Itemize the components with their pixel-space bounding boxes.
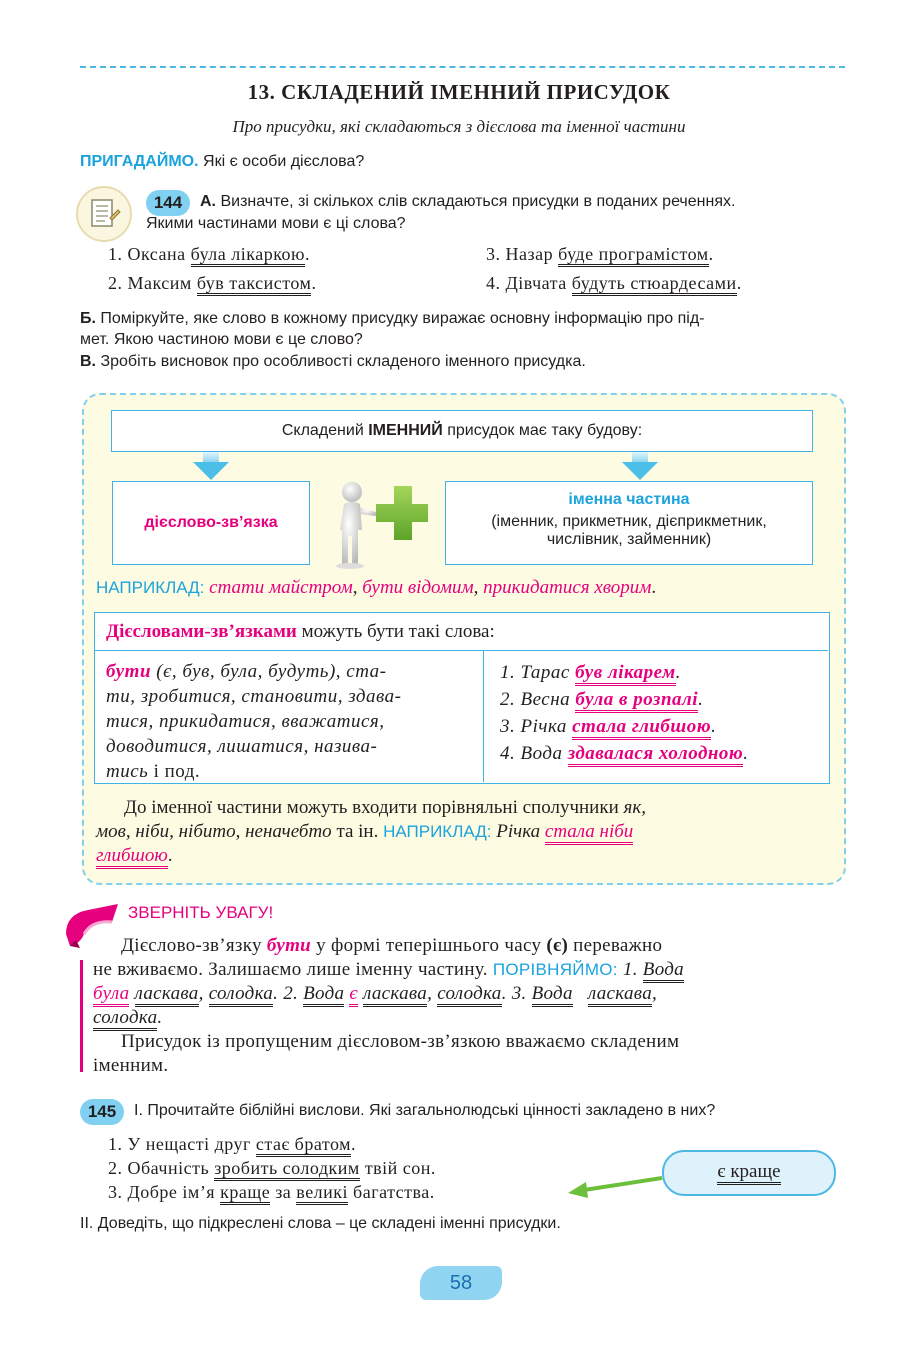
- green-arrow-icon: [566, 1170, 666, 1202]
- remember-text: Які є особи дієслова?: [203, 153, 365, 170]
- list-item: 1. Тарас був лікарем.: [500, 659, 749, 686]
- top-dashed-rule: [80, 66, 845, 68]
- callout-cloud: [662, 1150, 836, 1196]
- nominal-part-box: [445, 481, 813, 565]
- attention-bar: [80, 960, 83, 1072]
- list-item: 1. У нещасті друг стає братом.: [108, 1132, 436, 1156]
- remember-line: [80, 153, 364, 171]
- structure-header: Складений ІМЕННИЙ присудок має таку будову:: [111, 410, 813, 452]
- list-item: 4. Вода здавалася холодною.: [500, 740, 749, 767]
- linking-verbs-list: бути (є, був, була, будуть), ста- ти, зробитися, становити, здава- тися, прикидатися, вважатися, доводитися, лишатися, назива- тись і под.: [106, 661, 402, 782]
- exercise-145-number: 145: [80, 1099, 124, 1125]
- predicate: була лікаркою: [191, 244, 305, 267]
- attention-paragraph: Дієслово-зв’язку бути у формі теперішнього часу (є) переважно не вживаємо. Залишаємо лише іменну частину. ПОРІВНЯЙМО: 1. Вода була ласкава, солодка. 2. Вода є ласкава, солодка. 3. Вода ласкава, солодка. Присудок із пропущеним дієсловом-зв’язкою вважаємо складеним іменним.: [93, 935, 684, 1076]
- rule-examples: НАПРИКЛАД: стати майстром, бути відомим, прикидатися хворим.: [96, 577, 657, 598]
- nominal-part-text-1: (іменник, прикметник, дієприкметник,: [491, 513, 767, 530]
- exercise-144-task-a: [200, 193, 735, 211]
- list-item: 3. Назар буде програмістом.: [486, 244, 714, 265]
- nominal-part-text-2: числівник, займенник): [546, 531, 712, 548]
- list-item: 1. Оксана була лікаркою.: [108, 244, 310, 265]
- exercise-144-task-b-cont: мет. Якою частиною мови є це слово?: [80, 331, 363, 348]
- comparison-paragraph: До іменної частини можуть входити порівняльні сполучники як, мов, ніби, нібито, неначебто та ін. НАПРИКЛАД: Річка стала ніби глибшою.: [96, 796, 831, 868]
- remember-label: ПРИГАДАЙМО.: [80, 153, 199, 170]
- linking-verb-box: дієслово-зв’язка: [112, 481, 310, 565]
- linking-verbs-title: Дієсловами-зв’язками можуть бути такі слова:: [106, 621, 495, 642]
- callout-text: є краще: [717, 1161, 780, 1185]
- arrow-down-icon: [622, 462, 658, 480]
- list-item: 2. Обачність зробить солодким твій сон.: [108, 1156, 436, 1180]
- exercise-144-task-v: В. Зробіть висновок про особливості складеного іменного присудка.: [80, 353, 586, 370]
- list-item: 4. Дівчата будуть стюардесами.: [486, 273, 742, 294]
- task-a-label: А.: [200, 193, 216, 210]
- arrow-right-stem: [632, 452, 648, 462]
- page-subtitle: Про присудки, які складаються з дієслова та іменної частини: [232, 117, 686, 136]
- arrow-down-icon: [193, 462, 229, 480]
- arrow-left-stem: [203, 452, 219, 462]
- exercise-145-task-2: ІІ. Доведіть, що підкреслені слова – це складені іменні присудки.: [80, 1215, 561, 1232]
- notebook-icon: [76, 186, 132, 242]
- nominal-part-title: іменна частина: [568, 491, 690, 508]
- attention-label: ЗВЕРНІТЬ УВАГУ!: [128, 903, 274, 922]
- list-item: 3. Річка стала глибшою.: [500, 713, 749, 740]
- predicate: буде програмістом: [558, 244, 709, 267]
- linking-verbs-examples: [500, 659, 749, 767]
- plus-figure-icon: [318, 478, 430, 570]
- list-item: 2. Весна була в розпалі.: [500, 686, 749, 713]
- predicate: будуть стюардесами: [572, 273, 737, 296]
- list-item: 2. Максим був таксистом.: [108, 273, 316, 294]
- task-a-text-1: Визначте, зі скількох слів складаються присудки в поданих реченнях.: [220, 193, 736, 210]
- exercise-145-task-1: І. Прочитайте біблійні вислови. Які загальнолюдські цінності закладено в них?: [134, 1102, 716, 1119]
- list-item: 3. Добре ім’я краще за великі багатства.: [108, 1180, 436, 1204]
- page-title: 13. СКЛАДЕНИЙ ІМЕННИЙ ПРИСУДОК: [247, 80, 671, 104]
- exercise-144-number: 144: [146, 190, 190, 216]
- exercise-144-task-a-cont: Якими частинами мови є ці слова?: [146, 215, 406, 232]
- table-divider: [95, 650, 828, 651]
- page-number: 58: [420, 1266, 502, 1300]
- exercise-145-list: [108, 1132, 436, 1204]
- predicate: був таксистом: [197, 273, 312, 296]
- exercise-144-task-b: Б. Поміркуйте, яке слово в кожному присудку виражає основну інформацію про під-: [80, 310, 705, 327]
- table-column-divider: [483, 651, 484, 782]
